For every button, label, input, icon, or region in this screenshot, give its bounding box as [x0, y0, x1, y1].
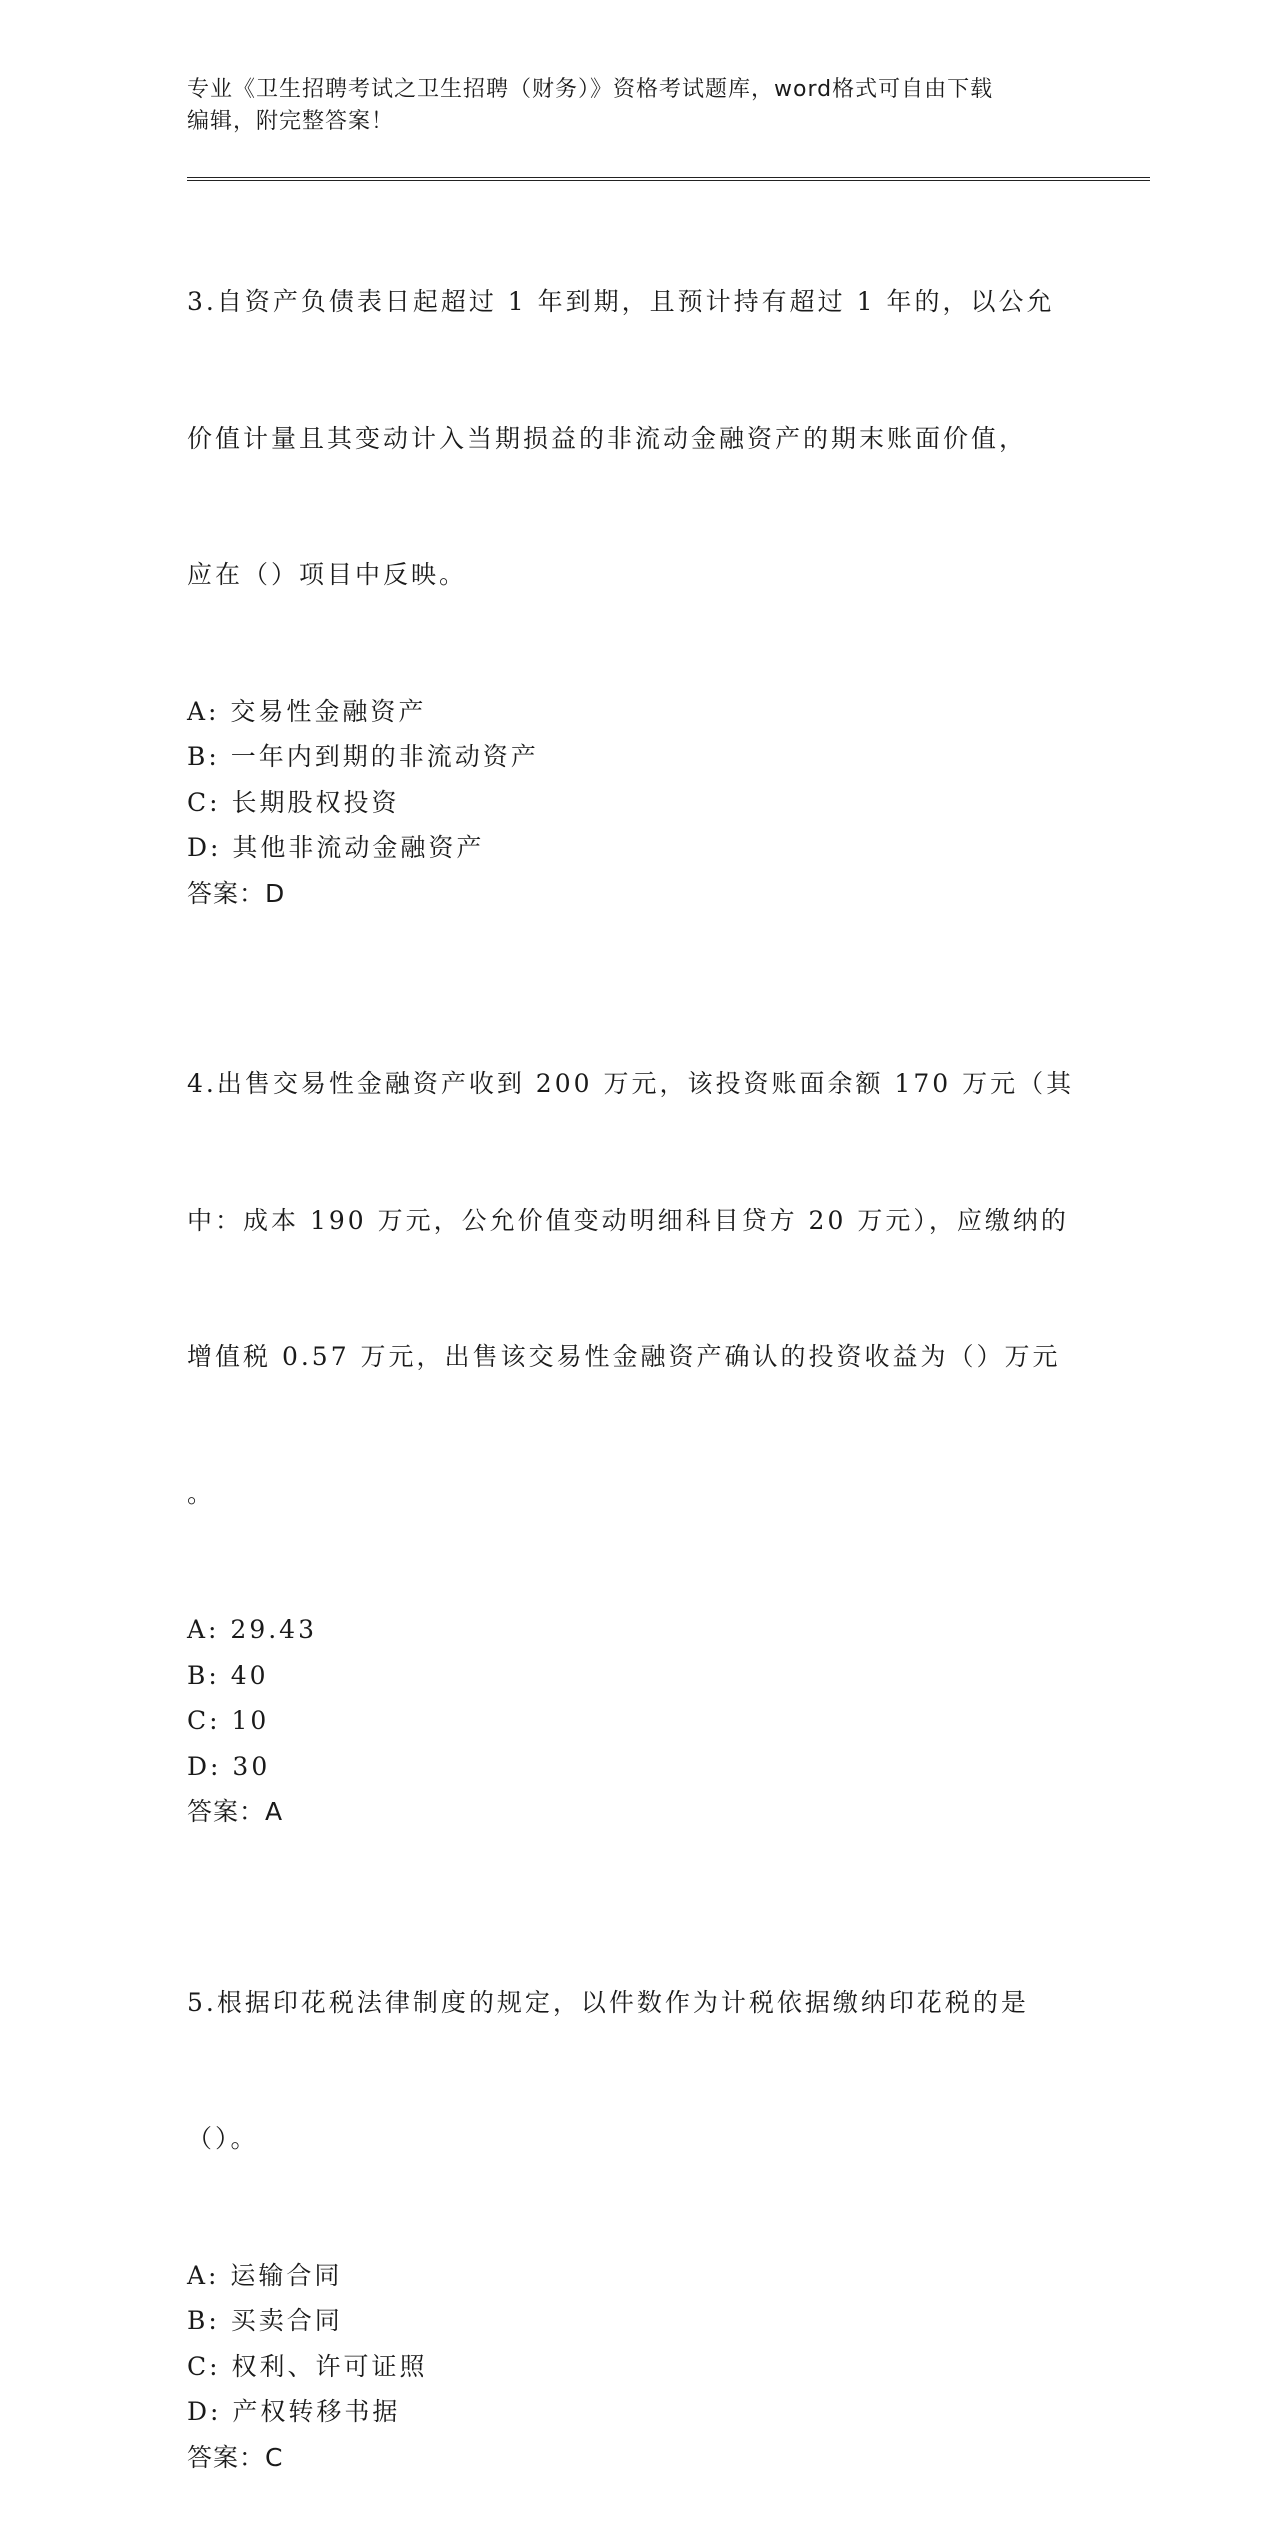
answer: 答案：D	[187, 878, 286, 908]
option-d: D: 产权转移书据	[187, 2397, 401, 2426]
header-line-1: 专业《卫生招聘考试之卫生招聘（财务）》资格考试题库，word格式可自由下载	[187, 77, 994, 102]
header-divider	[187, 177, 1150, 181]
stem-line: 中：成本 190 万元，公允价值变动明细科目贷方 20 万元），应缴纳的	[187, 1205, 1069, 1235]
option-d: D: 30	[187, 1751, 271, 1781]
stem-line: 应在（）项目中反映。	[187, 560, 468, 589]
option-b: B: 买卖合同	[187, 2306, 343, 2335]
question-3	[187, 188, 1087, 916]
stem-line: 。	[187, 1478, 216, 1508]
question-stem	[187, 1889, 1087, 2253]
option-b: B: 一年内到期的非流动资产	[187, 742, 539, 771]
question-stem	[187, 188, 1087, 689]
option-a: A: 29.43	[187, 1615, 317, 1644]
stem-line: 5.根据印花税法律制度的规定，以件数作为计税依据缴纳印花税的是	[187, 1987, 1029, 2017]
option-b: B: 40	[187, 1660, 269, 1690]
header-line-2: 编辑，附完整答案！	[187, 109, 395, 134]
document-header	[187, 74, 1087, 138]
option-c: C: 10	[187, 1706, 270, 1735]
option-a: A: 交易性金融资产	[187, 696, 427, 726]
option-c: C: 权利、许可证照	[187, 2351, 428, 2381]
stem-line: （）。	[187, 2124, 259, 2153]
stem-line: 增值税 0.57 万元，出售该交易性金融资产确认的投资收益为（）万元	[187, 1342, 1061, 1371]
question-4	[187, 970, 1087, 1835]
answer: 答案：A	[187, 1797, 284, 1826]
question-list	[187, 188, 1087, 2534]
stem-line: 4.出售交易性金融资产收到 200 万元，该投资账面余额 170 万元（其	[187, 1069, 1075, 1098]
option-d: D: 其他非流动金融资产	[187, 833, 485, 862]
stem-line: 价值计量且其变动计入当期损益的非流动金融资产的期末账面价值，	[187, 423, 1028, 453]
stem-line: 3.自资产负债表日起超过 1 年到期，且预计持有超过 1 年的，以公允	[187, 287, 1055, 316]
option-c: C: 长期股权投资	[187, 787, 400, 817]
answer: 答案：C	[187, 2442, 284, 2472]
question-5	[187, 1889, 1087, 2481]
question-stem	[187, 970, 1087, 1607]
option-a: A: 运输合同	[187, 2260, 343, 2290]
